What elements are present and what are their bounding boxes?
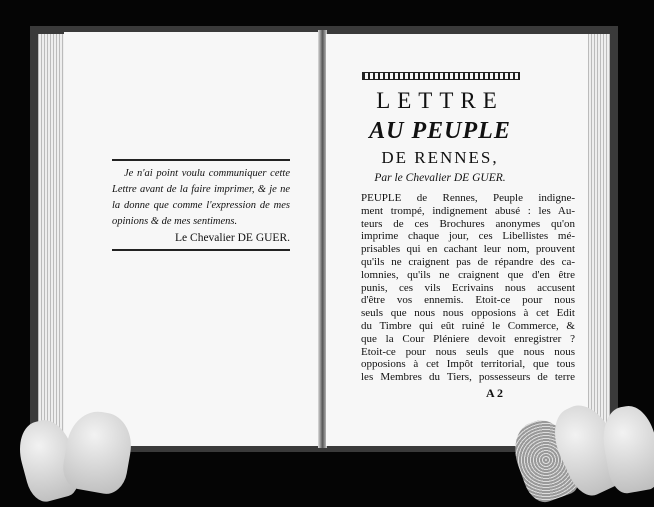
body-line: imprime chaque jour, ces Libellistes mé- [361, 230, 575, 243]
body-line: d'être vos ennemis. Etoit-ce pour nous [361, 294, 575, 307]
body-line: du Timbre qui eût ruiné le Commerce, & [361, 319, 575, 332]
right-page-edges [588, 34, 610, 446]
body-line: opposions à cet Impôt territorial, que tous [361, 358, 575, 371]
body-line: punis, ces vils Ecrivains nous accusent [361, 281, 575, 294]
signature-mark: A 2 [486, 386, 504, 400]
body-line: Etoit-ce pour nous seuls que nous nous [361, 345, 575, 358]
note-line: la donne que comme l'expression de mes [112, 200, 290, 211]
note-line: opinions & de mes sentimens. [112, 216, 238, 227]
body-line: que la Cour Pléniere devoit enregistrer ? [361, 332, 575, 345]
signature: Le Chevalier DE GUER. [175, 232, 290, 244]
body-line: PEUPLE de Rennes, Peuple indigne- [361, 192, 575, 204]
title-au-peuple: AU PEUPLE [369, 118, 511, 144]
note-text [112, 166, 290, 246]
body-line: lomnies, qu'ils ne craignent que d'en être [361, 268, 575, 281]
title-lettre: LETTRE [376, 88, 504, 113]
body-text [361, 192, 575, 384]
left-page-edges [38, 34, 66, 446]
body-line: ment trompé, indignement abusé : les Au- [361, 204, 575, 217]
body-line: teurs de ces Brochures anonymes qu'on [361, 217, 575, 230]
body-line: seuls que nous nous opposions à cet Edit [361, 307, 575, 320]
top-rule [112, 159, 290, 161]
title-de-rennes: DE RENNES, [381, 148, 499, 167]
ornament-bar [362, 72, 520, 80]
body-line: les Membres du Tiers, possesseurs de terre [361, 371, 575, 384]
note-line: Je n'ai point voulu communiquer cette [124, 168, 290, 179]
body-line: prisables qui en cachant leur nom, prouvent [361, 243, 575, 256]
note-line: Lettre avant de la faire imprimer, & je ne [112, 184, 290, 195]
byline: Par le Chevalier DE GUER. [374, 172, 506, 184]
body-line: qu'ils ne craignent pas de répandre des ca- [361, 255, 575, 268]
bottom-rule [112, 249, 290, 251]
